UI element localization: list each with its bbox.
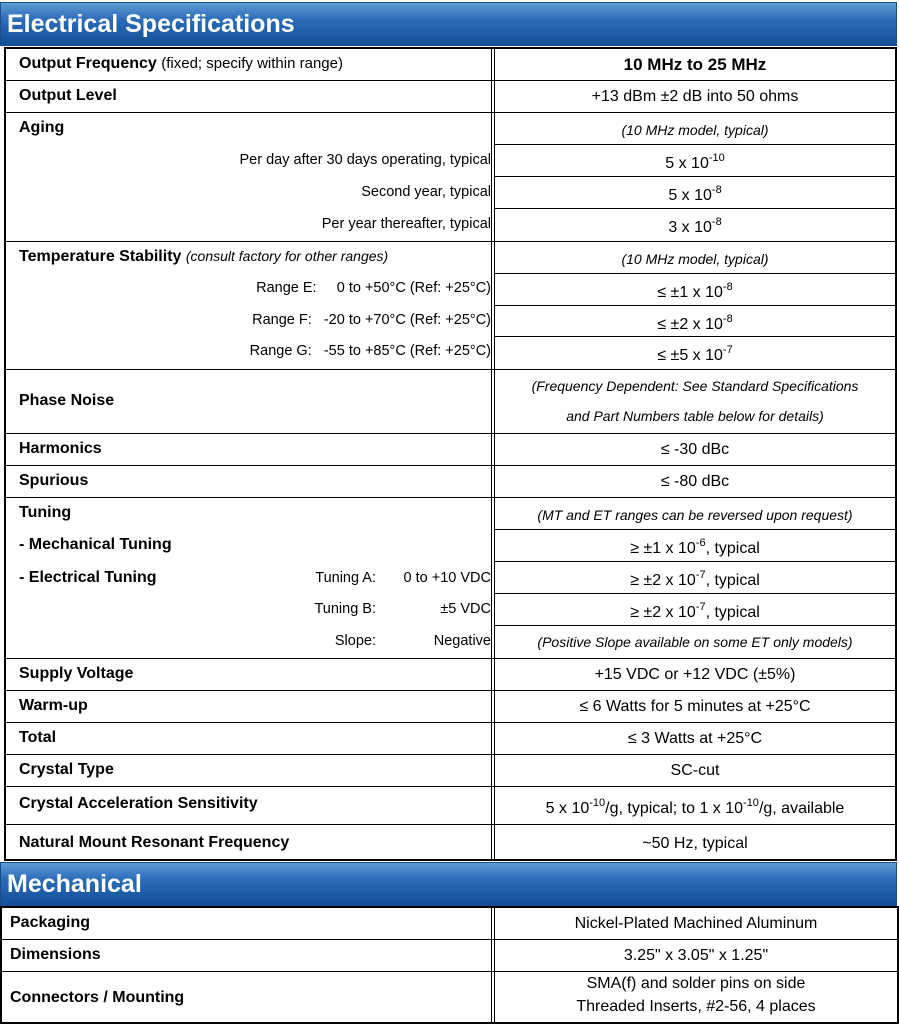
row-harmonics: [6, 434, 895, 466]
label-spurious: Spurious: [19, 472, 89, 489]
tuning-a-spec: ≥ ±2 x $10^{-7}$, typical: [630, 569, 760, 589]
label-harmonics: Harmonics: [19, 440, 102, 457]
temp-range-g: Range G: -55 to +85°C (Ref: +25°C): [249, 343, 491, 359]
row-output-frequency: [6, 49, 895, 81]
mechanical-section-header: [0, 862, 897, 906]
note-output-frequency: (fixed; specify within range): [161, 55, 343, 72]
electrical-spec-table: [4, 47, 897, 861]
tuning-header: (MT and ET ranges can be reversed upon request): [537, 507, 853, 523]
label-mechanical-tuning: - Mechanical Tuning: [19, 536, 172, 553]
tuning-a-label: Tuning A:: [315, 570, 376, 586]
aging-value-2: 5 x $10^{-8}$: [668, 184, 722, 204]
row-total: [6, 723, 895, 755]
row-supply-voltage: [6, 659, 895, 691]
label-temperature-stability: Temperature Stability: [19, 248, 182, 265]
label-connectors: Connectors / Mounting: [10, 989, 185, 1006]
label-crystal-type: Crystal Type: [19, 761, 114, 778]
temperature-header: (10 MHz model, typical): [621, 251, 769, 267]
label-warm-up: Warm-up: [19, 697, 88, 714]
slope-value: Negative: [433, 633, 491, 649]
aging-sub-label-3: Per year thereafter, typical: [321, 216, 491, 232]
temp-value-g: ≤ ±5 x $10^{-7}$: [657, 344, 733, 364]
value-dimensions: 3.25" x 3.05" x 1.25": [623, 947, 769, 964]
row-output-level: [6, 81, 895, 113]
aging-value-3: 3 x $10^{-8}$: [668, 216, 722, 236]
value-harmonics: ≤ -30 dBc: [660, 441, 730, 458]
row-phase-noise: [6, 370, 895, 434]
label-output-frequency: Output Frequency: [19, 55, 157, 72]
value-output-level: +13 dBm ±2 dB into 50 ohms: [591, 88, 799, 105]
row-tuning: [6, 498, 895, 659]
electrical-title: Electrical Specifications: [7, 9, 295, 38]
row-spurious: [6, 466, 895, 498]
value-crystal-type: SC-cut: [670, 762, 720, 779]
row-connectors: [2, 972, 897, 1024]
value-crystal-acceleration: 5 x $10^{-10}/g$, typical; to 1 x $10^{-10}/g$, available: [545, 797, 845, 817]
connectors-line-2: Threaded Inserts, #2-56, 4 places: [576, 998, 816, 1015]
value-packaging: Nickel-Plated Machined Aluminum: [574, 915, 818, 932]
row-crystal-type: [6, 755, 895, 787]
temp-value-e: ≤ ±1 x $10^{-8}$: [657, 281, 733, 301]
row-dimensions: [2, 940, 897, 972]
label-natural-mount: Natural Mount Resonant Frequency: [19, 834, 290, 851]
label-packaging: Packaging: [10, 914, 91, 931]
row-temperature-stability: [6, 242, 895, 370]
row-packaging: [2, 908, 897, 940]
value-total: ≤ 3 Watts at +25°C: [627, 730, 763, 747]
phase-noise-line-2: and Part Numbers table below for details): [566, 408, 824, 424]
phase-noise-line-1: (Frequency Dependent: See Standard Specifications: [531, 378, 859, 394]
row-warm-up: [6, 691, 895, 723]
mechanical-spec-table: [0, 906, 899, 1024]
slope-label: Slope:: [334, 633, 376, 649]
label-output-level: Output Level: [19, 87, 117, 104]
label-total: Total: [19, 729, 57, 746]
row-crystal-acceleration: [6, 787, 895, 825]
slope-note: (Positive Slope available on some ET only models): [537, 634, 853, 650]
note-temperature-stability: (consult factory for other ranges): [185, 248, 389, 264]
tuning-b-spec: ≥ ±2 x $10^{-7}$, typical: [630, 601, 760, 621]
value-spurious: ≤ -80 dBc: [660, 473, 730, 490]
label-crystal-acceleration: Crystal Acceleration Sensitivity: [19, 795, 258, 812]
label-electrical-tuning: - Electrical Tuning: [19, 569, 157, 586]
label-supply-voltage: Supply Voltage: [19, 665, 134, 682]
label-dimensions: Dimensions: [10, 946, 101, 963]
row-natural-mount: [6, 825, 895, 861]
mech-tuning-value: ≥ ±1 x $10^{-6}$, typical: [630, 537, 760, 557]
electrical-section-header: [0, 2, 897, 46]
temp-range-f: Range F: -20 to +70°C (Ref: +25°C): [252, 312, 491, 328]
aging-sub-label-2: Second year, typical: [361, 184, 491, 200]
row-aging: [6, 113, 895, 242]
aging-sub-label-1: Per day after 30 days operating, typical: [239, 152, 491, 168]
temp-range-e: Range E: 0 to +50°C (Ref: +25°C): [256, 280, 491, 296]
mechanical-title: Mechanical: [7, 869, 142, 898]
value-supply-voltage: +15 VDC or +12 VDC (±5%): [594, 666, 796, 683]
tuning-b-value: ±5 VDC: [440, 601, 491, 617]
label-tuning: Tuning: [19, 504, 72, 521]
aging-value-1: 5 x $10^{-10}$: [665, 152, 725, 172]
tuning-a-value: 0 to +10 VDC: [403, 570, 491, 586]
connectors-line-1: SMA(f) and solder pins on side: [586, 975, 806, 992]
tuning-b-label: Tuning B:: [314, 601, 376, 617]
value-natural-mount: ~50 Hz, typical: [642, 835, 748, 852]
value-warm-up: ≤ 6 Watts for 5 minutes at +25°C: [579, 698, 811, 715]
value-output-frequency: 10 MHz to 25 MHz: [623, 55, 767, 74]
label-aging: Aging: [19, 119, 65, 136]
temp-value-f: ≤ ±2 x $10^{-8}$: [657, 313, 733, 333]
aging-header: (10 MHz model, typical): [621, 122, 769, 138]
label-phase-noise: Phase Noise: [19, 392, 115, 409]
